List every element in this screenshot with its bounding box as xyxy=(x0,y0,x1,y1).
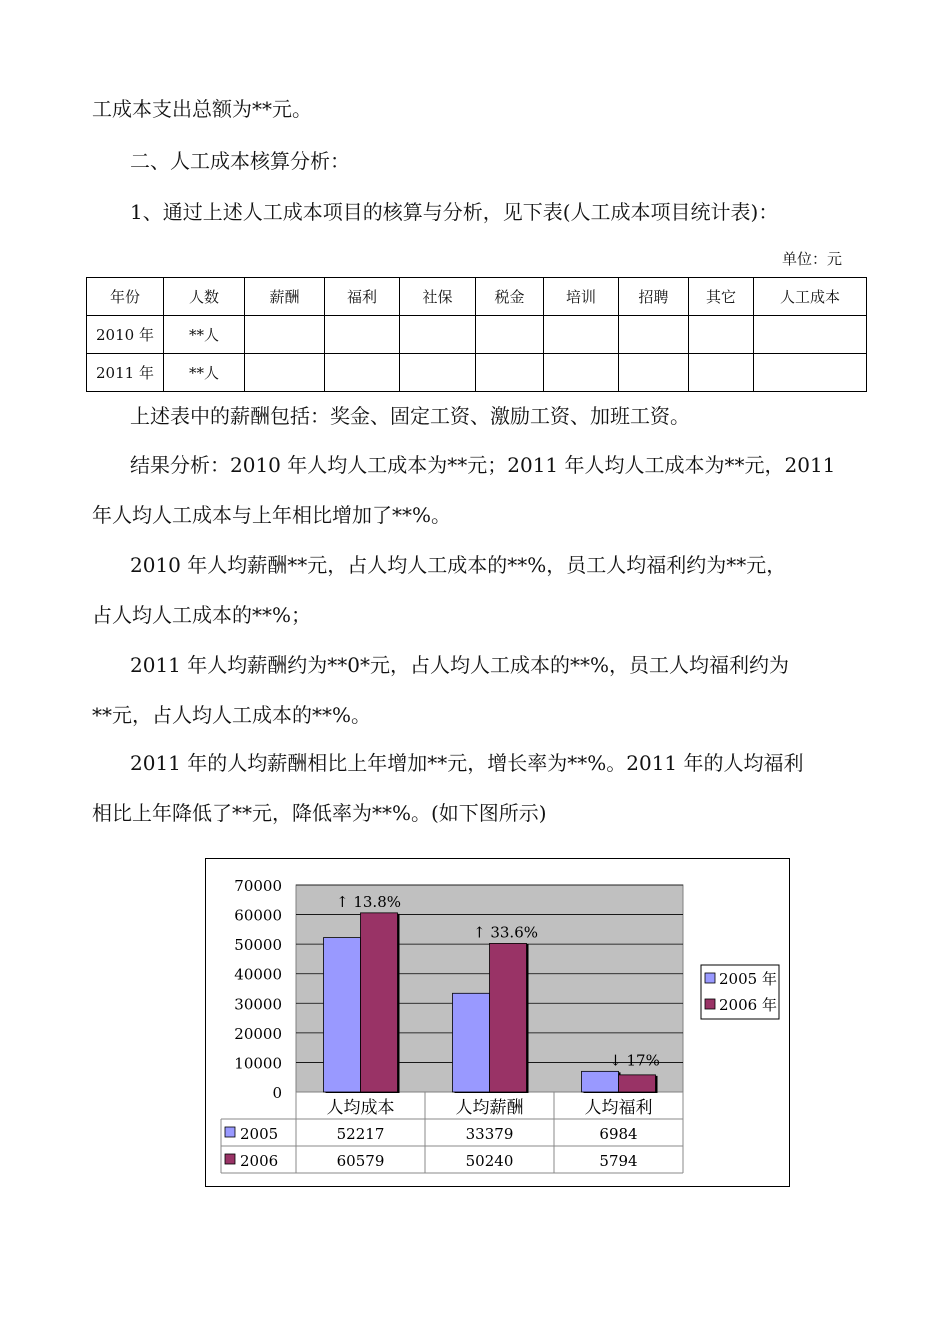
table-cell xyxy=(325,316,400,354)
x-category-label: 人均成本 xyxy=(326,1098,395,1118)
table-header-cell: 社保 xyxy=(400,278,476,316)
table-header-row xyxy=(87,278,867,316)
bar-chart xyxy=(205,858,790,1187)
paragraph-8a: 2011 年的人均薪酬相比上年增加**元，增长率为**%。2011 年的人均福利 xyxy=(130,751,804,775)
table-header-cell: 人工成本 xyxy=(754,278,867,316)
legend-swatch xyxy=(705,973,715,983)
paragraph-5a: 结果分析：2010 年人均人工成本为**元；2011 年人均人工成本为**元，2011 xyxy=(130,453,836,477)
y-tick-label: 30000 xyxy=(234,995,282,1014)
table-cell xyxy=(544,354,619,392)
series-row-label: 2006 xyxy=(240,1152,279,1170)
x-category-label: 人均薪酬 xyxy=(455,1098,524,1118)
series-key xyxy=(225,1127,235,1137)
cost-items-table xyxy=(86,277,867,392)
table-cell: **人 xyxy=(164,354,245,392)
table-cell xyxy=(544,316,619,354)
series-key xyxy=(225,1154,235,1164)
bar-annotation: ↑ 13.8% xyxy=(336,892,401,911)
table-header-cell: 招聘 xyxy=(619,278,689,316)
table-header-cell: 人数 xyxy=(164,278,245,316)
paragraph-6b: 占人均人工成本的**%； xyxy=(92,603,312,627)
y-tick-label: 10000 xyxy=(234,1054,282,1073)
y-tick-label: 50000 xyxy=(234,936,282,955)
paragraph-6a: 2010 年人均薪酬**元，占人均人工成本的**%，员工人均福利约为**元， xyxy=(130,553,787,577)
data-value-cell: 33379 xyxy=(465,1125,514,1143)
table-header-cell: 年份 xyxy=(87,278,164,316)
unit-label: 单位：元 xyxy=(782,250,843,268)
x-category-label: 人均福利 xyxy=(584,1098,653,1118)
legend-label: 2005 年 xyxy=(719,970,777,988)
data-value-cell: 60579 xyxy=(336,1152,385,1170)
bar xyxy=(582,1071,619,1092)
paragraph-1: 工成本支出总额为**元。 xyxy=(92,97,312,121)
paragraph-4: 上述表中的薪酬包括：奖金、固定工资、激励工资、加班工资。 xyxy=(130,404,690,428)
y-tick-label: 70000 xyxy=(234,877,282,895)
legend-swatch xyxy=(705,999,715,1009)
table-cell xyxy=(754,316,867,354)
table-cell xyxy=(245,354,325,392)
paragraph-7b: **元，占人均人工成本的**%。 xyxy=(92,703,372,727)
table-cell xyxy=(400,354,476,392)
table-cell xyxy=(476,316,544,354)
data-value-cell: 6984 xyxy=(599,1125,638,1143)
table-cell xyxy=(689,354,754,392)
table-cell: 2010 年 xyxy=(87,316,164,354)
bar-chart-svg xyxy=(206,859,789,1186)
table-cell xyxy=(325,354,400,392)
series-row-label: 2005 xyxy=(240,1125,279,1143)
table-cell: 2011 年 xyxy=(87,354,164,392)
table-cell xyxy=(619,354,689,392)
table-cell xyxy=(245,316,325,354)
paragraph-7a: 2011 年人均薪酬约为**0*元，占人均人工成本的**%，员工人均福利约为 xyxy=(130,653,789,677)
bar xyxy=(361,913,398,1092)
table-cell: **人 xyxy=(164,316,245,354)
table-row xyxy=(87,316,867,354)
data-value-cell: 52217 xyxy=(336,1125,385,1143)
y-tick-label: 0 xyxy=(272,1084,282,1102)
bar-annotation: ↓ 17% xyxy=(609,1051,660,1070)
data-value-cell: 5794 xyxy=(599,1152,638,1170)
legend-label: 2006 年 xyxy=(719,996,777,1014)
table-header-cell: 福利 xyxy=(325,278,400,316)
y-tick-label: 20000 xyxy=(234,1024,282,1043)
table-row xyxy=(87,354,867,392)
paragraph-3: 1、通过上述人工成本项目的核算与分析，见下表(人工成本项目统计表)： xyxy=(130,200,779,224)
bar-annotation: ↑ 33.6% xyxy=(473,923,538,942)
data-value-cell: 50240 xyxy=(465,1152,514,1170)
table-cell xyxy=(754,354,867,392)
bar xyxy=(453,993,490,1092)
table-header-cell: 其它 xyxy=(689,278,754,316)
paragraph-8b: 相比上年降低了**元，降低率为**%。(如下图所示) xyxy=(92,801,547,825)
table-header-cell: 培训 xyxy=(544,278,619,316)
table-cell xyxy=(476,354,544,392)
paragraph-5b: 年人均人工成本与上年相比增加了**%。 xyxy=(92,503,452,527)
table-header-cell: 税金 xyxy=(476,278,544,316)
section-heading: 二、人工成本核算分析： xyxy=(130,149,350,173)
table-cell xyxy=(400,316,476,354)
table-cell xyxy=(619,316,689,354)
table-cell xyxy=(689,316,754,354)
table-header-cell: 薪酬 xyxy=(245,278,325,316)
bar xyxy=(324,938,361,1092)
bar xyxy=(619,1075,656,1092)
y-tick-label: 60000 xyxy=(234,906,282,925)
y-tick-label: 40000 xyxy=(234,965,282,984)
bar xyxy=(490,943,527,1092)
